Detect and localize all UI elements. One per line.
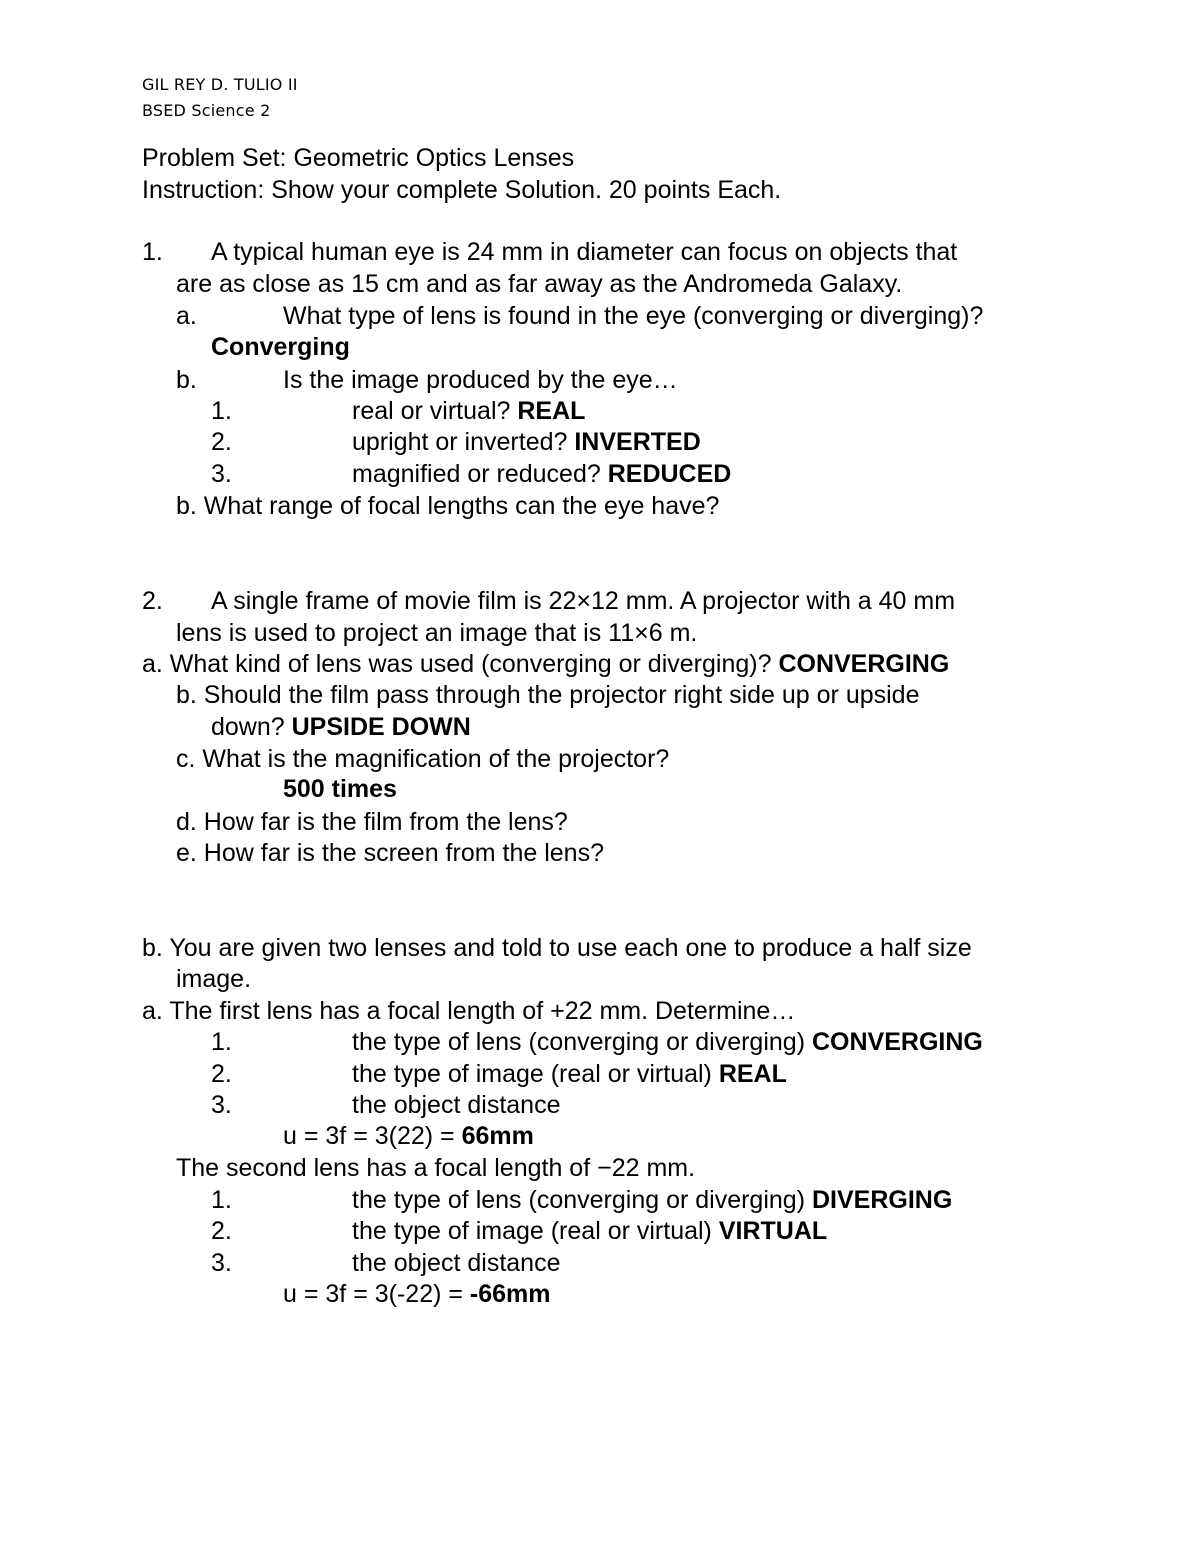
problem-2-line-2: lens is used to project an image that is 11×6 m. (176, 619, 698, 647)
problem-2-b-line-1: b. Should the film pass through the projector right side up or upside (176, 681, 920, 709)
problem-2-e-question: e. How far is the screen from the lens? (176, 839, 604, 867)
item-answer: REAL (517, 397, 586, 425)
answer-text: UPSIDE DOWN (291, 713, 471, 741)
problem-1-line-2: are as close as 15 cm and as far away as the Andromeda Galaxy. (176, 270, 903, 298)
item-answer: CONVERGING (811, 1028, 983, 1056)
item-text: the object distance (352, 1249, 561, 1277)
first-lens-equation (283, 1120, 534, 1152)
first-lens-item-1 (352, 1026, 983, 1058)
instruction-text: Instruction: Show your complete Solution. 20 points Each. (142, 176, 782, 204)
first-lens-item-3 (352, 1089, 560, 1121)
problem-3-line-2: image. (176, 965, 252, 993)
first-lens-item-3-number: 3. (211, 1091, 232, 1119)
equation-answer: -66mm (469, 1280, 551, 1308)
problem-1-b-marker: b. (176, 366, 197, 394)
item-answer: REAL (718, 1060, 787, 1088)
second-lens-item-3 (352, 1247, 560, 1279)
second-lens-item-2-number: 2. (211, 1217, 232, 1245)
item-text: the type of image (real or virtual) (352, 1217, 719, 1245)
item-answer: REDUCED (607, 460, 732, 488)
problem-2-b-line-2 (211, 711, 471, 743)
item-answer: VIRTUAL (718, 1217, 828, 1245)
first-lens-item-1-number: 1. (211, 1028, 232, 1056)
item-text: magnified or reduced? (352, 460, 608, 488)
problem-2-c-answer: 500 times (283, 775, 397, 803)
question-text: a. What kind of lens was used (converging or diverging)? (142, 650, 779, 678)
second-lens-equation (283, 1278, 551, 1310)
second-lens-item-2 (352, 1215, 827, 1247)
problem-2-a (142, 648, 949, 680)
problem-2-c-question: c. What is the magnification of the projector? (176, 745, 670, 773)
problem-2-line-1: A single frame of movie film is 22×12 mm. A projector with a 40 mm (211, 587, 956, 615)
item-text: the object distance (352, 1091, 561, 1119)
second-lens-item-1 (352, 1184, 952, 1216)
item-text: upright or inverted? (352, 428, 575, 456)
problem-1-item-3-number: 3. (211, 460, 232, 488)
problem-1-a-answer: Converging (211, 333, 350, 361)
question-text: down? (211, 713, 292, 741)
item-text: the type of image (real or virtual) (352, 1060, 719, 1088)
problem-2-number: 2. (142, 587, 163, 615)
second-lens-question: The second lens has a focal length of −22 mm. (176, 1154, 696, 1182)
item-answer: INVERTED (574, 428, 701, 456)
equation-answer: 66mm (461, 1122, 534, 1150)
problem-1-b-question: Is the image produced by the eye… (283, 366, 678, 394)
course-label: BSED Science 2 (142, 101, 271, 120)
equation-text: u = 3f = 3(22) = (283, 1122, 462, 1150)
problem-1-a-marker: a. (176, 302, 197, 330)
problem-1-item-1-number: 1. (211, 397, 232, 425)
first-lens-question: a. The first lens has a focal length of +22 mm. Determine… (142, 997, 796, 1025)
item-answer: DIVERGING (811, 1186, 953, 1214)
problem-1-item-2-number: 2. (211, 428, 232, 456)
problem-1-item-3 (352, 458, 731, 490)
problem-1-a-question: What type of lens is found in the eye (converging or diverging)? (283, 302, 984, 330)
answer-text: CONVERGING (778, 650, 950, 678)
equation-text: u = 3f = 3(-22) = (283, 1280, 470, 1308)
second-lens-item-1-number: 1. (211, 1186, 232, 1214)
first-lens-item-2 (352, 1058, 787, 1090)
student-name: GIL REY D. TULIO II (142, 75, 298, 94)
problem-1-line-1: A typical human eye is 24 mm in diameter can focus on objects that (211, 238, 958, 266)
item-text: the type of lens (converging or diverging) (352, 1186, 812, 1214)
first-lens-item-2-number: 2. (211, 1060, 232, 1088)
item-text: the type of lens (converging or diverging) (352, 1028, 812, 1056)
item-text: real or virtual? (352, 397, 518, 425)
page-title: Problem Set: Geometric Optics Lenses (142, 144, 575, 172)
second-lens-item-3-number: 3. (211, 1249, 232, 1277)
problem-1-item-1 (352, 395, 585, 427)
problem-1-item-2 (352, 426, 701, 458)
problem-1-c-question: b. What range of focal lengths can the eye have? (176, 492, 720, 520)
problem-2-d-question: d. How far is the film from the lens? (176, 808, 568, 836)
problem-3-line-1: b. You are given two lenses and told to use each one to produce a half size (142, 934, 972, 962)
problem-1-number: 1. (142, 238, 163, 266)
